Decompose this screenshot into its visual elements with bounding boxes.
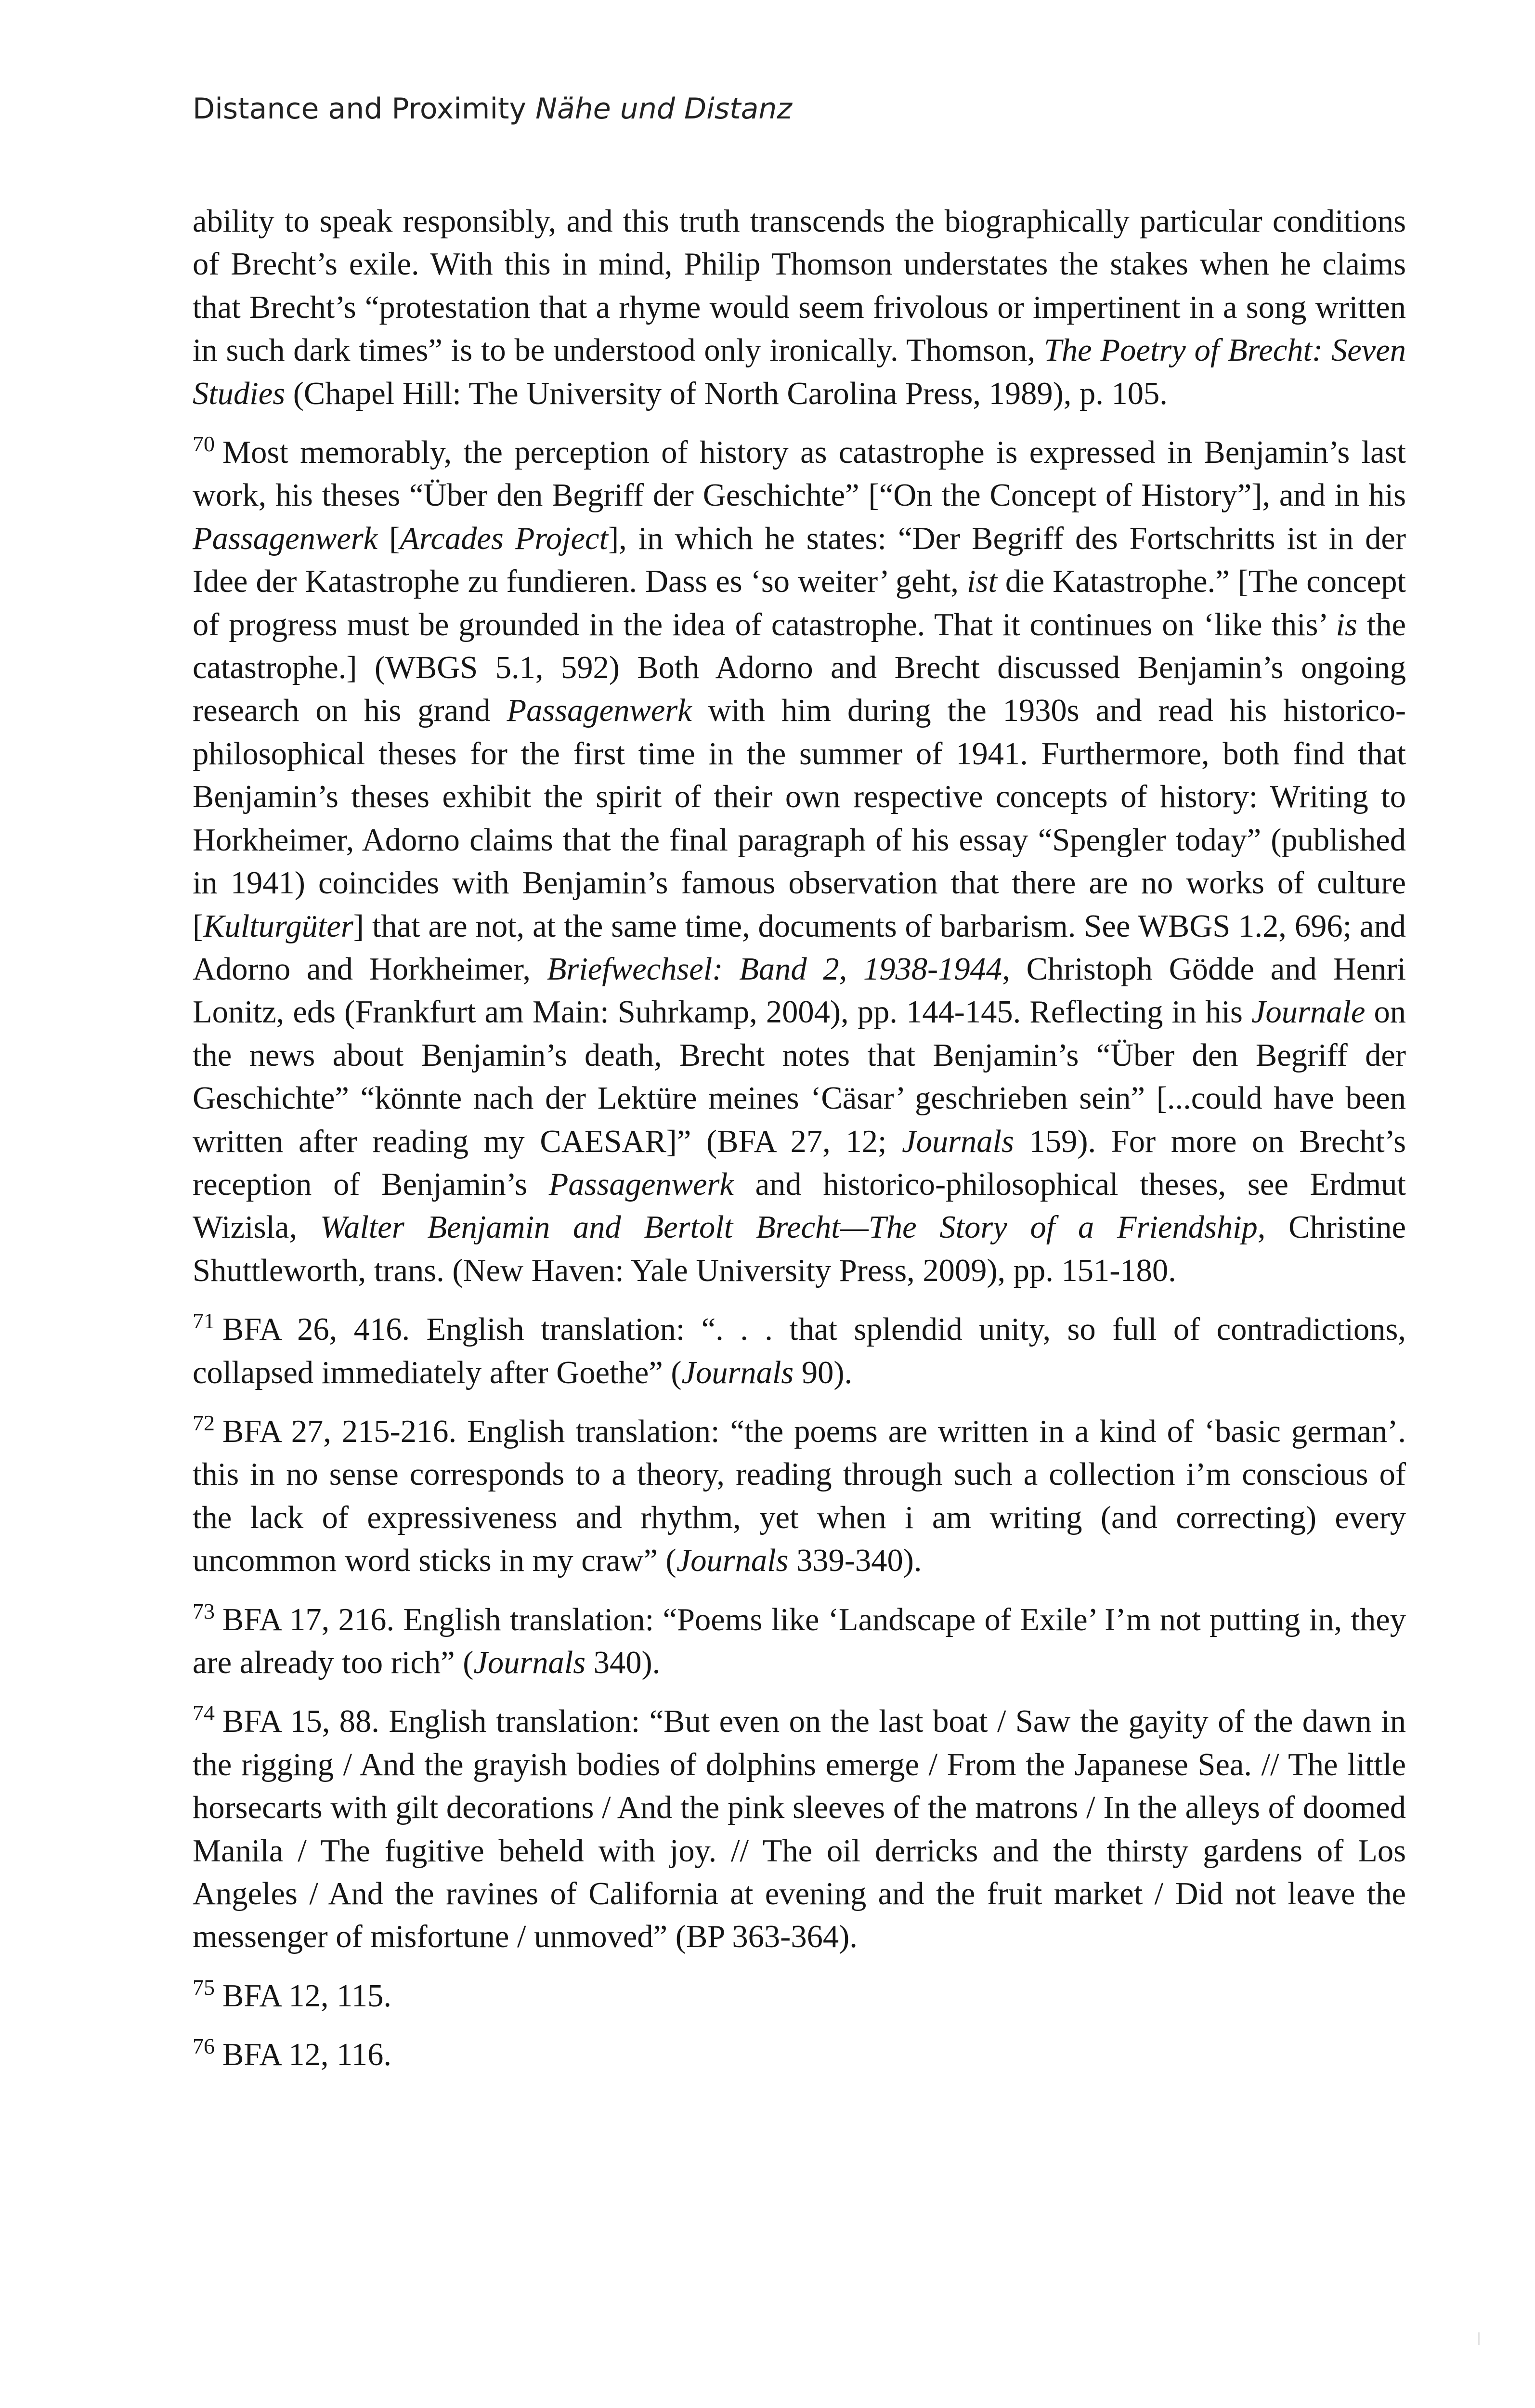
endnote-number: 71 <box>193 1309 215 1334</box>
endnote-text: , Christoph Gödde and Henri Lonitz, eds (Frankfurt am Main: Suhrkamp, 2004), pp. 144-145. Reflecting in his <box>193 951 1406 1030</box>
endnote-n76 <box>193 2033 1406 2076</box>
endnote-italic-text: Journals <box>902 1124 1014 1159</box>
endnotes-column <box>193 200 1406 2093</box>
running-header-german: Nähe und Distanz <box>535 92 792 126</box>
endnote-n70 <box>193 431 1406 1292</box>
endnote-text: BFA 15, 88. English translation: “But even on the last boat / Saw the gayity of the dawn in the rigging / And the grayish bodies of dolphins emerge / From the Japanese Sea. // The little horsecarts with gilt decorations / And the pink sleeves of the matrons / In the alleys of doomed Manila / The fugitive beheld with joy. // The oil derricks and the thirsty gardens of Los Angeles / And the ravines of California at evening and the fruit market / Did not leave the messenger of misfortune / unmoved” (BP 363-364). <box>193 1704 1406 1955</box>
endnote-text: BFA 12, 115. <box>222 1978 392 2014</box>
endnote-italic-text: Walter Benjamin and Bertolt Brecht—The Story of a Friendship <box>320 1210 1258 1245</box>
endnote-text: with him during the 1930s and read his historico-philosophical theses for the first time in the summer of 1941. Furthermore, both find that Benjamin’s theses exhibit the spirit of their own respective concepts of history: Writing to Horkheimer, Adorno claims that the final paragraph of his essay “Spengler today” (published in 1941) coincides with Benjamin’s famous observation that there are no works of culture [ <box>193 693 1406 944</box>
endnote-italic-text: Passagenwerk <box>507 693 692 729</box>
endnote-italic-text: Journals <box>681 1355 794 1390</box>
endnote-text: and historico-philosophical theses, see Erdmut Wizisla, <box>193 1166 1406 1245</box>
endnote-text: ] that are not, at the same time, documents of barbarism. See WBGS 1.2, 696; and Adorno and Horkheimer, <box>193 908 1406 987</box>
endnote-text: 90). <box>794 1355 853 1390</box>
endnote-number: 74 <box>193 1701 215 1726</box>
endnote-text: ], in which he states: “Der Begriff des Fortschritts ist in der Idee der Katastrophe zu fundieren. Dass es ‘so weiter’ geht, <box>193 521 1406 600</box>
endnote-italic-text: Journals <box>473 1645 586 1680</box>
endnote-text: ability to speak responsibly, and this truth transcends the biographically particular conditions of Brecht’s exile. With this in mind, Philip Thomson understates the stakes when he claims that Brecht’s “protestation that a rhyme would seem frivolous or impertinent in a song written in such dark times” is to be understood only ironically. Thomson, <box>193 204 1406 368</box>
endnote-text: , Christine Shuttleworth, trans. (New Haven: Yale University Press, 2009), pp. 151-180. <box>193 1210 1406 1288</box>
endnote-n73 <box>193 1598 1406 1685</box>
endnote-n74 <box>193 1700 1406 1958</box>
endnote-text: die Katastrophe.” [The concept of progress must be grounded in the idea of catastrophe. That it continues on ‘like this’ <box>193 564 1406 642</box>
endnote-number: 75 <box>193 1975 215 2000</box>
running-header <box>193 92 792 126</box>
endnote-n71 <box>193 1308 1406 1394</box>
running-header-english: Distance and Proximity <box>193 92 527 126</box>
page-edge-mark <box>1478 2332 1480 2345</box>
endnote-number: 70 <box>193 432 215 457</box>
endnote-number: 72 <box>193 1410 215 1435</box>
endnote-italic-text: The Poetry of Brecht: Seven Studies <box>193 333 1406 411</box>
endnote-number: 76 <box>193 2034 215 2059</box>
endnote-italic-text: Passagenwerk <box>548 1166 734 1202</box>
endnote-text: on the news about Benjamin’s death, Brecht notes that Benjamin’s “Über den Begriff der Geschichte” “könnte nach der Lektüre meines ‘Cäsar’ geschrieben sein” [...could have been written after reading my CAESAR]” (BFA 27, 12; <box>193 995 1406 1159</box>
endnote-text: BFA 17, 216. English translation: “Poems like ‘Landscape of Exile’ I’m not putting in, they are already too rich” ( <box>193 1602 1406 1680</box>
endnote-text: BFA 12, 116. <box>222 2037 392 2073</box>
endnote-text: the catastrophe.] (WBGS 5.1, 592) Both Adorno and Brecht discussed Benjamin’s ongoing research on his grand <box>193 607 1406 729</box>
endnote-number: 73 <box>193 1598 215 1623</box>
endnote-n75 <box>193 1975 1406 2017</box>
endnote-text: (Chapel Hill: The University of North Carolina Press, 1989), p. 105. <box>285 376 1168 411</box>
endnote-italic-text: Kulturgüter <box>203 908 353 944</box>
endnote-italic-text: is <box>1336 607 1357 642</box>
endnote-n69 <box>193 200 1406 415</box>
endnote-italic-text: Journale <box>1251 995 1366 1030</box>
endnote-italic-text: Journals <box>676 1543 789 1579</box>
endnote-text: BFA 26, 416. English translation: “. . . that splendid unity, so full of contradictions, collapsed immediately after Goethe” ( <box>193 1312 1406 1390</box>
endnote-italic-text: Briefwechsel: Band 2, 1938-1944 <box>546 951 1002 987</box>
endnote-text: BFA 27, 215-216. English translation: “the poems are written in a kind of ‘basic german’. this in no sense corresponds to a theory, reading through such a collection i’m conscious of the lack of expressiveness and rhythm, yet when i am writing (and correcting) every uncommon word sticks in my craw” ( <box>193 1413 1406 1579</box>
endnote-italic-text: Passagenwerk <box>193 521 378 556</box>
endnote-italic-text: Arcades Project <box>400 521 609 556</box>
endnote-text: Most memorably, the perception of history as catastrophe is expressed in Benjamin’s last work, his theses “Über den Begriff der Geschichte” [“On the Concept of History”], and in his <box>193 435 1406 513</box>
endnote-italic-text: ist <box>967 564 997 600</box>
endnote-text: 340). <box>585 1645 661 1680</box>
endnote-text: 339-340). <box>788 1543 922 1579</box>
endnote-text: 159). For more on Brecht’s reception of Benjamin’s <box>193 1124 1406 1202</box>
endnote-text: [ <box>377 521 400 556</box>
endnote-n72 <box>193 1410 1406 1583</box>
